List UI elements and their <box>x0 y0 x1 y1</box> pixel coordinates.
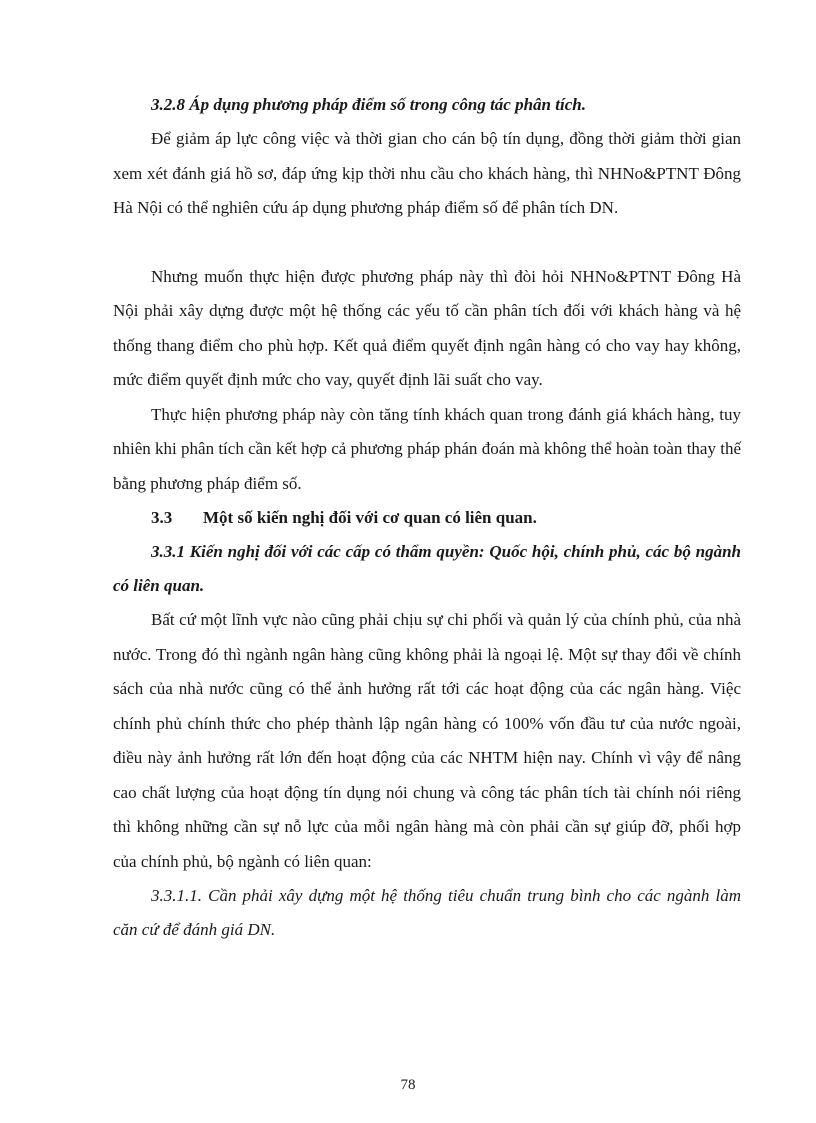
spacer <box>113 226 741 260</box>
page-number: 78 <box>400 1077 416 1093</box>
section-heading-3-3-1: 3.3.1 Kiến nghị đối với các cấp có thẩm quyền: Quốc hội, chính phủ, các bộ ngành có liên quan. <box>113 542 741 595</box>
paragraph: Thực hiện phương pháp này còn tăng tính khách quan trong đánh giá khách hàng, tuy nhiên khi phân tích cần kết hợp cả phương pháp phán đoán mà không thể hoàn toàn thay thế bằng phương pháp điểm số. <box>113 404 741 493</box>
section-title: Một số kiến nghị đối với cơ quan có liên quan. <box>203 508 537 527</box>
paragraph: Để giảm áp lực công việc và thời gian cho cán bộ tín dụng, đồng thời giảm thời gian xem xét đánh giá hồ sơ, đáp ứng kịp thời nhu cầu cho khách hàng, thì NHNo&PTNT Đông Hà Nội có thể nghiên cứu áp dụng phương pháp điểm số để phân tích DN. <box>113 129 741 217</box>
paragraph: Bất cứ một lĩnh vực nào cũng phải chịu sự chi phối và quản lý của chính phủ, của nhà nước. Trong đó thì ngành ngân hàng cũng không phải là ngoại lệ. Một sự thay đổi về chính sách của nhà nước cũng có thể ảnh hưởng rất tới các hoạt động của các ngân hàng. Việc chính phủ chính thức cho phép thành lập ngân hàng có 100% vốn đầu tư của nước ngoài, điều này ảnh hưởng rất lớn đến hoạt động của các NHTM hiện nay. Chính vì vậy để nâng cao chất lượng của hoạt động tín dụng nói chung và công tác phân tích tài chính nói riêng thì không những cần sự nỗ lực của mỗi ngân hàng mà còn phải cần sự giúp đỡ, phối hợp của chính phủ, bộ ngành có liên quan: <box>113 610 741 871</box>
section-number: 3.3 <box>151 508 173 527</box>
section-heading-3-2-8: 3.2.8 Áp dụng phương pháp điểm số trong công tác phân tích. <box>151 95 586 114</box>
section-heading-3-3 <box>113 501 741 535</box>
paragraph: Nhưng muốn thực hiện được phương pháp này thì đòi hỏi NHNo&PTNT Đông Hà Nội phải xây dựng được một hệ thống các yếu tố cần phân tích đối với khách hàng và hệ thống thang điểm cho phù hợp. Kết quả điểm quyết định ngân hàng có cho vay hay không, mức điểm quyết định mức cho vay, quyết định lãi suất cho vay. <box>113 266 741 389</box>
document-page <box>113 88 741 947</box>
section-heading-3-3-1-1: 3.3.1.1. Cần phải xây dựng một hệ thống tiêu chuẩn trung bình cho các ngành làm căn cứ để đánh giá DN. <box>113 886 741 939</box>
